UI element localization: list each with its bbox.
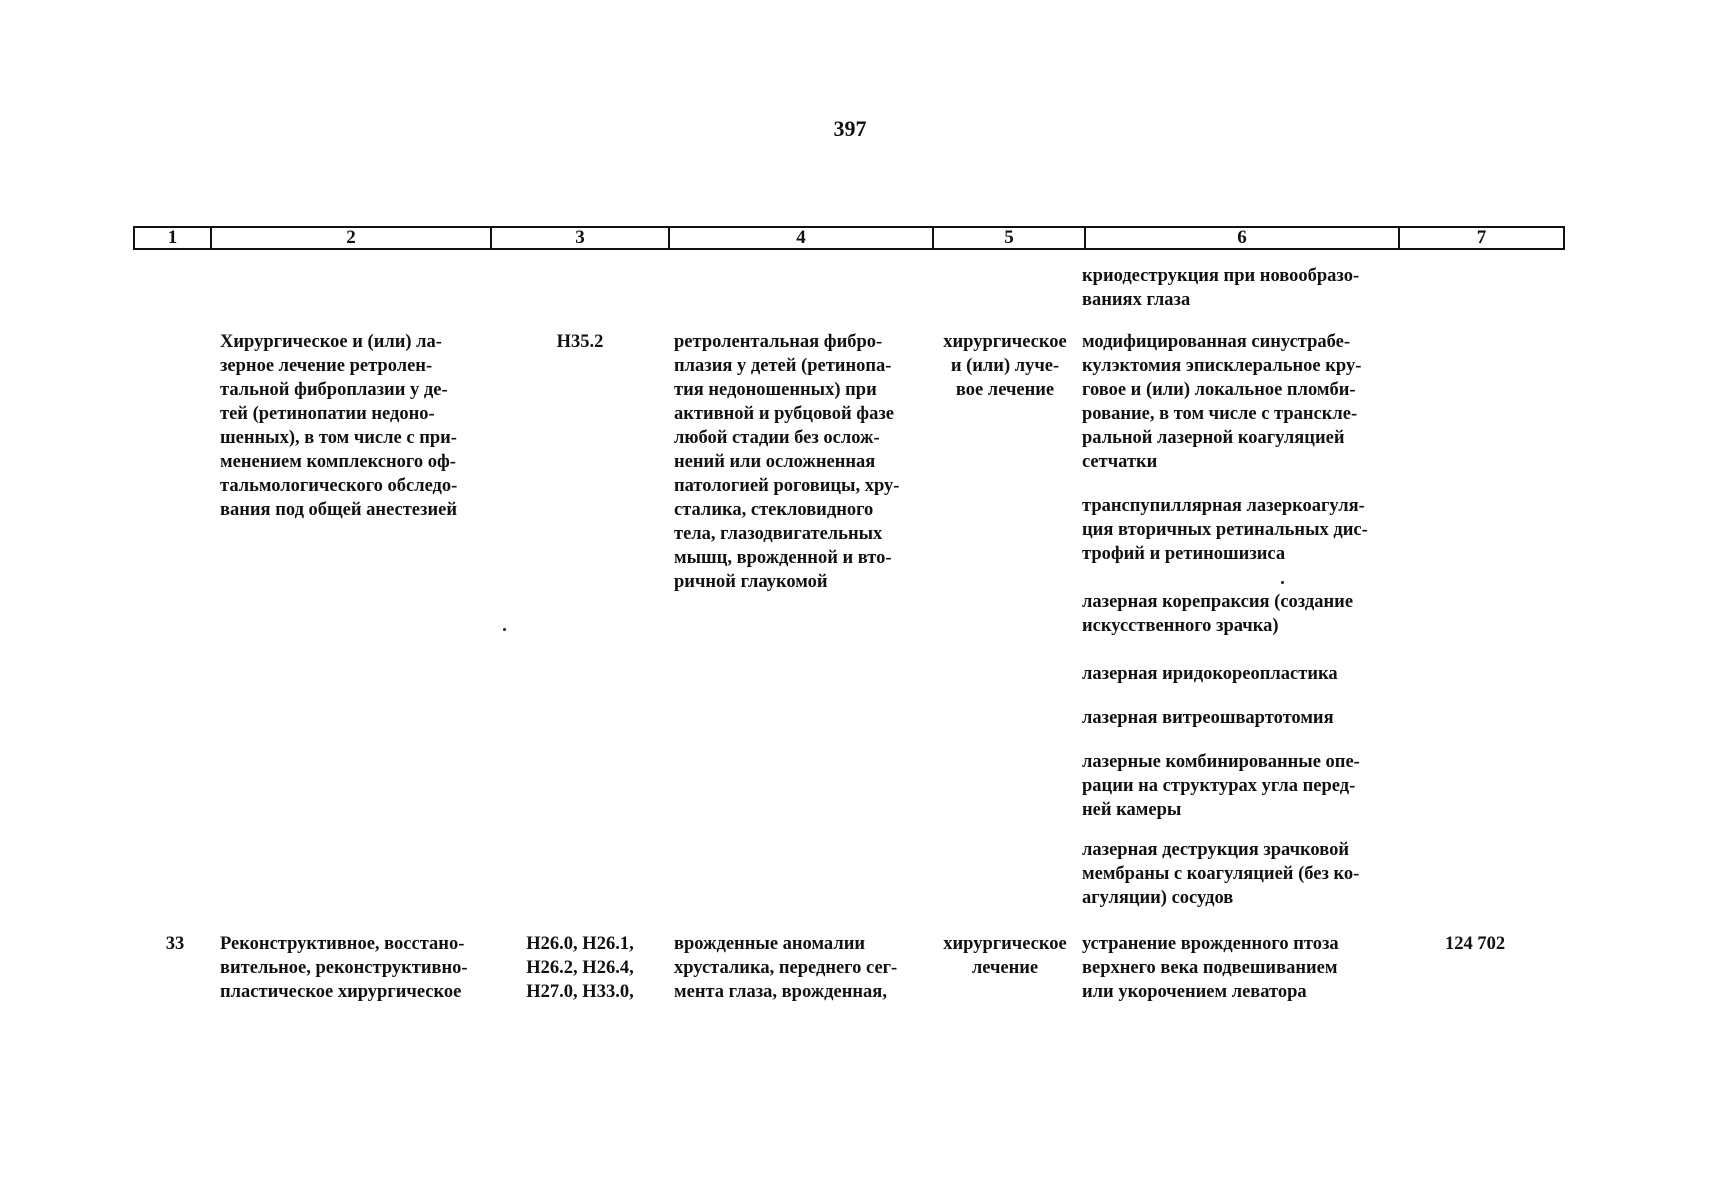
row33-icd-codes: Н26.0, Н26.1, Н26.2, Н26.4, Н27.0, Н33.0,: [526, 934, 634, 1002]
row33-method: устранение врожденного птоза верхнего века подвешиванием или укорочением леватора: [1082, 934, 1339, 1002]
header-col-3: 3: [492, 228, 670, 248]
method-item: лазерная иридокореопластика: [1082, 664, 1338, 684]
scan-speck: [503, 628, 506, 631]
retinopathy-treatment-type: хирургическое и (или) луче- вое лечение: [943, 332, 1067, 400]
row33-diagnosis: врожденные аномалии хрусталика, переднего сег- мента глаза, врожденная,: [674, 934, 898, 1002]
table-header-row: [133, 226, 1565, 250]
retinopathy-procedure-name: Хирургическое и (или) ла- зерное лечение ретролен- тальной фиброплазии у де- тей (ретинопатии недоно- шенных), в том числе с при- менением комплексного оф- тальмологического обследо- вания под общей анестезией: [220, 332, 458, 520]
header-col-6: 6: [1086, 228, 1400, 248]
retinopathy-diagnosis: ретролентальная фибро- плазия у детей (ретинопа- тия недоношенных) при активной и рубцовой фазе любой стадии без ослож- нений или осложненная патологией роговицы, хру- сталика, стекловидного тела, глазодвигательных мышц, врожденной и вто- ричной глаукомой: [674, 332, 900, 592]
header-col-4: 4: [670, 228, 934, 248]
scan-speck: [1281, 581, 1284, 584]
method-item: лазерная витреошвартотомия: [1082, 708, 1334, 728]
method-item: лазерная корепраксия (создание искусственного зрачка): [1082, 592, 1354, 636]
page-number: 397: [833, 116, 867, 141]
row33-treatment-type: хирургическое лечение: [943, 934, 1067, 978]
method-item: лазерные комбинированные опе- рации на структурах угла перед- ней камеры: [1082, 752, 1360, 820]
row33-cost: 124 702: [1444, 934, 1506, 954]
method-item: модифицированная синустрабе- кулэктомия эписклеральное кру- говое и (или) локальное пломби- рование, в том числе с транскле- ральной лазерной коагуляцией сетчатки: [1082, 332, 1362, 472]
row-number: 33: [165, 934, 185, 954]
method-item: лазерная деструкция зрачковой мембраны с коагуляцией (без ко- агуляции) сосудов: [1082, 840, 1360, 908]
header-col-1: 1: [135, 228, 212, 248]
continuation-method: криодеструкция при новообразо- ваниях глаза: [1082, 266, 1360, 310]
header-col-5: 5: [934, 228, 1086, 248]
method-item: транспупиллярная лазеркоагуля- ция вторичных ретинальных дис- трофий и ретиношизиса: [1082, 496, 1368, 564]
header-col-7: 7: [1476, 227, 1487, 248]
retinopathy-icd-code: Н35.2: [556, 332, 604, 352]
header-col-2: 2: [212, 228, 492, 248]
row33-procedure-name: Реконструктивное, восстано- вительное, реконструктивно- пластическое хирургическое: [220, 934, 468, 1002]
